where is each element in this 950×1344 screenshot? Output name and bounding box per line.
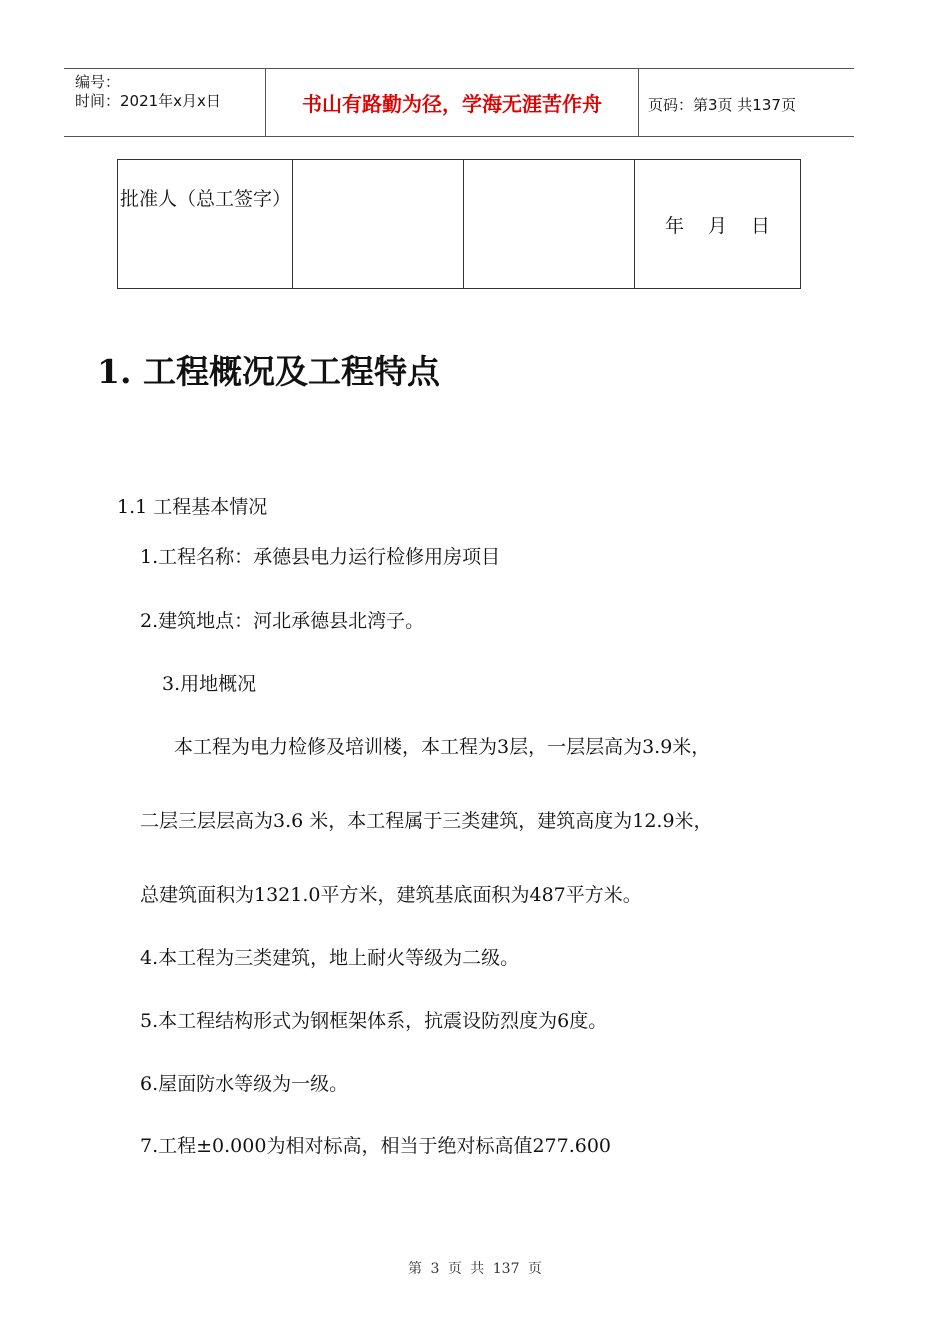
subsection-title: 1.1 工程基本情况 <box>117 496 268 518</box>
list-item: 2.建筑地点：河北承德县北湾子。 <box>140 610 425 632</box>
header-divider-2 <box>638 68 639 136</box>
header-page-label: 页码：第3页 共137页 <box>648 96 796 114</box>
signature-table <box>117 159 801 289</box>
header-bottom-rule <box>64 136 854 137</box>
approver-label: 批准人（总工签字） <box>120 188 292 210</box>
list-item: 5.本工程结构形式为钢框架体系，抗震设防烈度为6度。 <box>140 1010 608 1032</box>
paragraph-line: 二层三层层高为3.6 米，本工程属于三类建筑，建筑高度为12.9米， <box>140 810 713 832</box>
header-time-label: 时间：2021年x月x日 <box>75 92 221 110</box>
date-cell <box>635 160 801 289</box>
list-item: 1.工程名称：承德县电力运行检修用房项目 <box>140 546 501 568</box>
list-item: 3.用地概况 <box>162 673 257 695</box>
header-top-rule <box>64 68 854 69</box>
signature-row <box>118 160 801 289</box>
list-item: 4.本工程为三类建筑，地上耐火等级为二级。 <box>140 947 520 969</box>
paragraph-line: 本工程为电力检修及培训楼，本工程为3层，一层层高为3.9米， <box>174 736 711 758</box>
header-number-label: 编号： <box>75 73 121 91</box>
page-footer: 第 3 页 共 137 页 <box>408 1261 542 1277</box>
header-motto: 书山有路勤为径，学海无涯苦作舟 <box>302 92 602 116</box>
section-title: 1. 工程概况及工程特点 <box>97 352 440 391</box>
date-placeholder: 年 月 日 <box>664 214 771 237</box>
signature-cell <box>293 160 464 289</box>
paragraph-line: 总建筑面积为1321.0平方米，建筑基底面积为487平方米。 <box>140 884 642 906</box>
list-item: 6.屋面防水等级为一级。 <box>140 1073 349 1095</box>
blank-cell <box>464 160 635 289</box>
approver-label-cell <box>118 160 293 289</box>
list-item: 7.工程±0.000为相对标高，相当于绝对标高值277.600 <box>140 1135 612 1157</box>
